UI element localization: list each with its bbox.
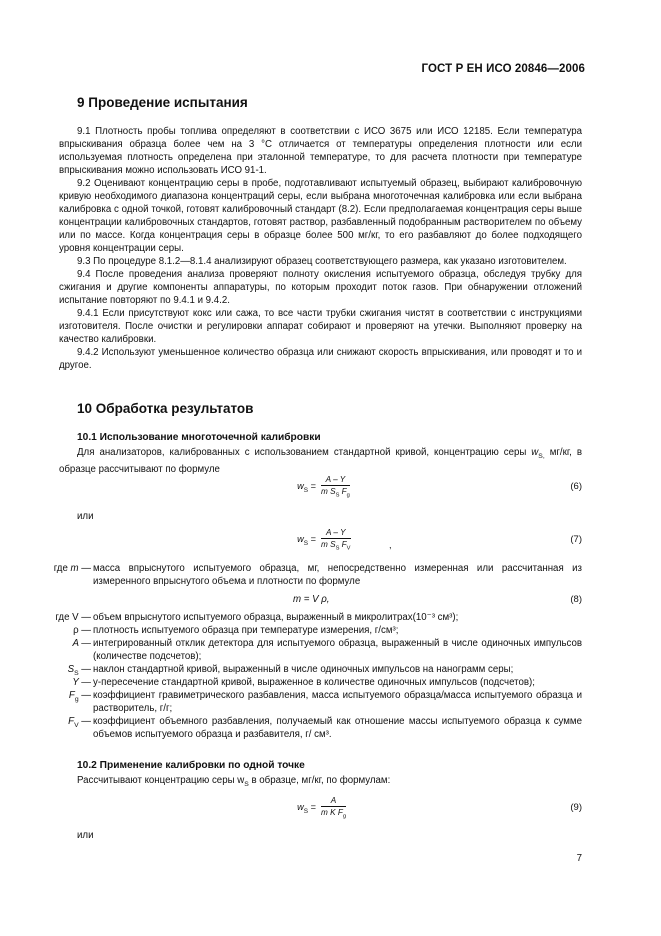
definition-fv: $F_V$ — коэффициент объемного разбавления, получаемый как отношение массы испытуемого образца к сумме объемов испытуемого образца и разбавителя, г/ см³. [68, 716, 582, 740]
equation-9-number: (9) [570, 802, 582, 813]
subsection-10-2-intro: Рассчитывают концентрацию серы $w_S$ в образце, мг/кг, по формулам: [77, 775, 391, 788]
paragraph-9-4-1: 9.4.1 Если присутствуют кокс или сажа, то все части трубки сжигания чистят в соответствии с инструкциями изготовителя. После очистки и регулировки аппарат собирают и проверяют на утечки. Выполняют проверку на качество калибровки. [59, 308, 582, 345]
equation-9: $w_S$ = $\frac{A}{m K F_g}$ (9) [297, 796, 582, 820]
or-connector: или [77, 511, 94, 522]
definition-a: A — интегрированный отклик детектора для испытуемого образца, выраженный в числе одиночных импульсов (количестве подсчетов); [72, 638, 582, 662]
paragraph-9-4-2: 9.4.2 Используют уменьшенное количество образца или снижают скорость впрыскивания, или проводят и то и другое. [59, 347, 582, 371]
definition-fg: $F_g$ — коэффициент гравиметрического разбавления, масса испытуемого образца/масса испытуемого образца и растворитель, г/г; [68, 690, 582, 714]
paragraph-9-1: 9.1 Плотность пробы топлива определяют в соответствии с ИСО 3675 или ИСО 12185. Если температура впрыскивания образца более чем на 3 °С отличается от температуры определения плотности или если используемая плотность определена при эталонной температуре, то для расчета плотности при температуре впрыскивания можно использовать ИСО 91-1. [59, 126, 582, 176]
document-id-header: ГОСТ Р ЕН ИСО 20846—2006 [421, 63, 585, 75]
equation-7-number: (7) [570, 534, 582, 545]
or-connector-2: или [77, 830, 94, 841]
subsection-10-1-intro: Для анализаторов, калиброванных с использованием стандартной кривой, концентрацию серы $w_{S,}$ мг/кг, в образце рассчитывают по формуле [59, 447, 582, 475]
equation-7: $w_S$ = $\frac{A - Y}{m S_S F_V}$ , (7) [297, 528, 582, 552]
definition-y: Y — у-пересечение стандартной кривой, выраженное в количестве одиночных импульсов (подсчетов); [72, 677, 535, 688]
paragraph-9-4: 9.4 После проведения анализа проверяют полноту окисления испытуемого образца, обследуя трубку для сжигания и другие компоненты аппаратуры, по которым проходит поток газов. При обнаружении отложений испытание повторяют по 9.4.1 и 9.4.2. [59, 269, 582, 306]
paragraph-9-3: 9.3 По процедуре 8.1.2—8.1.4 анализируют образец соответствующего размера, как указано изготовителем. [77, 256, 567, 267]
definition-v: где V — объем впрыснутого испытуемого образца, выраженный в микролитрах(10⁻³ см³); [55, 612, 459, 623]
subsection-10-2-title: 10.2 Применение калибровки по одной точке [77, 760, 305, 771]
definitions-list [44, 611, 582, 741]
section-10-title: 10 Обработка результатов [77, 401, 254, 416]
paragraph-9-2: 9.2 Оценивают концентрацию серы в пробе, подготавливают испытуемый образец, выбирают калибровочную кривую необходимого диапазона концентраций серы, если выбрана многоточечная калибровка или если выбрана калибровка с одной точкой, готовят калибровочный стандарт (8.2). Если предполагаемая концентрация серы выше концентрации калибровочных стандартов, готовят раствор, разбавленный подобранным растворителем по объему или по массе. Когда концентрация серы в образце более 500 мг/кг, то его разбавляют до более подходящего уровня концентрации серы. [59, 178, 582, 254]
equation-6: $w_S$ = $\frac{A - Y}{m S_S F_g}$ (6) [297, 475, 582, 499]
equation-8-number: (8) [570, 594, 582, 605]
document-page: ГОСТ Р ЕН ИСО 20846—2006 9 Проведение испытания 9.1 Плотность пробы топлива определяют в соответствии с ИСО 3675 или ИСО 12185. Если температура впрыскивания образца более чем на 3 °С отличается от температуры определения плотности или если используемая плотность определена при эталонной температуре, то для расчета плотности при температуре впрыскивания можно использовать ИСО 91-1. 9.2 Оценивают концентрацию серы в пробе, подготавливают испытуемый образец, выбирают калибровочную кривую необходимого диапазона концентраций серы, если выбрана многоточечная калибровка или если выбрана калибровка с одной точкой, готовят калибровочный стандарт (8.2). Если предполагаемая концентрация серы выше концентрации калибровочных стандартов, готовят раствор, разбавленный подобранным растворителем по объему или по массе. Когда концентрация серы в образце более 500 мг/кг, то его разбавляют до более подходящего уровня концентрации серы. 9.3 По процедуре 8.1.2—8.1.4 анализируют образец соответствующего размера, как указано изготовителем. 9.4 После проведения анализа проверяют полноту окисления испытуемого образца, обследуя трубку для сжигания и другие компоненты аппаратуры, по которым проходит поток газов. При обнаружении отложений испытание повторяют по 9.4.1 и 9.4.2. 9.4.1 Если присутствуют кокс или сажа, то все части трубки сжигания чистят в соответствии с инструкциями изготовителя. После очистки и регулировки аппарат собирают и проверяют на утечки. Выполняют проверку на качество калибровки. 9.4.2 Используют уменьшенное количество образца или снижают скорость впрыскивания, или проводят и то и другое. 10 Обработка результатов 10.1 Использование многоточечной калибровки Для анализаторов, калиброванных с использованием стандартной кривой, концентрацию серы $w_{S,}$ мг/кг, в образце рассчитывают по формуле $w_S$ = $\frac{A - Y}{m S_S F_g}$ (6) или $w_S$ = $\frac{A - Y}{m S_S F_V}$ , (7) где m — масса впрыснутого испытуемого образца, мг, непосредственно измеренная или рассчитанная из измеренного впрыснутого объема и плотности по формуле m = V ρ, (8) где V — объем впрыснутого испытуемого образца, выраженный в микролитрах(10⁻³ см³); ρ — плотность испытуемого образца при температуре измерения, г/см³; A — интегрированный отклик детектора для испытуемого образца, выраженный в числе одиночных импульсов (количестве подсчетов); $S_S$ — наклон стандартной кривой, выраженный в числе одиночных импульсов на нанограмм серы; Y — у-пересечение стандартной кривой, выраженное в количестве одиночных импульсов (подсчетов); $F_g$ — коэффициент гравиметрического разбавления, масса испытуемого образца/масса испытуемого образца и растворитель, г/г; $F_V$ — коэффициент объемного разбавления, получаемый как отношение массы испытуемого образца к сумме объемов испытуемого образца и разбавителя, г/ см³. 10.2 Применение калибровки по одной точке Рассчитывают концентрацию серы $w_S$ в образце, мг/кг, по формулам: $w_S$ = $\frac{A}{m K F_g}$ (9) или 7 [0, 0, 661, 936]
definition-ss: $S_S$ — наклон стандартной кривой, выраженный в числе одиночных импульсов на нанограмм серы; [67, 664, 514, 677]
section-9-body [59, 125, 582, 372]
definition-rho: ρ — плотность испытуемого образца при температуре измерения, г/см³; [73, 625, 399, 636]
equation-6-number: (6) [570, 481, 582, 492]
section-9-title: 9 Проведение испытания [77, 95, 248, 110]
definition-m: где m — масса впрыснутого испытуемого образца, мг, непосредственно измеренная или рассчитанная из измеренного впрыснутого объема и плотности по формуле [53, 563, 582, 587]
page-number: 7 [576, 853, 582, 864]
subsection-10-1-title: 10.1 Использование многоточечной калибровки [77, 432, 321, 443]
